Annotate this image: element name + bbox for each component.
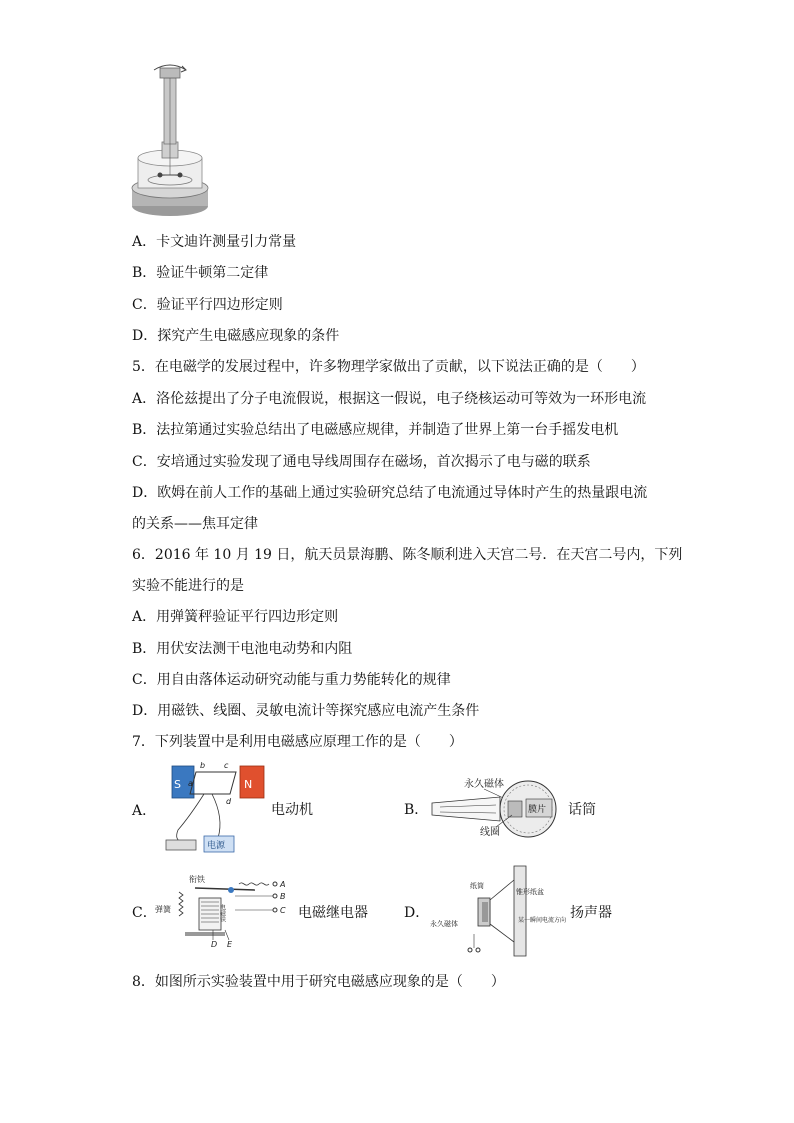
- q4-option-d: D．探究产生电磁感应现象的条件: [132, 328, 340, 344]
- q7-c-terminal-d: D: [211, 940, 218, 949]
- q7-a-n-label: N: [244, 778, 253, 791]
- q7-c-terminal-e: E: [227, 940, 233, 949]
- q7-a-label-c: c: [224, 761, 229, 770]
- q7-stem: 7．下列装置中是利用电磁感应原理工作的是（ ）: [132, 734, 463, 750]
- q7-b-magnet-label: 永久磁体: [464, 779, 504, 790]
- q8-stem: 8．如图所示实验装置中用于研究电磁感应现象的是（ ）: [132, 974, 505, 990]
- q7-b-coil-label: 线圈: [480, 827, 500, 838]
- q7-c-terminal-a: A: [280, 880, 286, 889]
- q6-stem-line2: 实验不能进行的是: [132, 578, 244, 594]
- q7-c-spring-label: 弹簧: [155, 905, 171, 914]
- q7-a-power-label: 电源: [207, 841, 226, 851]
- q4-option-c: C．验证平行四边形定则: [132, 297, 283, 313]
- q6-option-a: A．用弹簧秤验证平行四边形定则: [132, 609, 339, 625]
- q7-a-s-label: S: [174, 778, 181, 791]
- q7-d-paper-label: 纸筒: [470, 882, 484, 890]
- q4-option-a: A．卡文迪许测量引力常量: [132, 234, 297, 250]
- q6-option-b: B．用伏安法测干电池电动势和内阻: [132, 641, 353, 657]
- q6-option-d: D．用磁铁、线圈、灵敏电流计等探究感应电流产生条件: [132, 703, 480, 719]
- q7-d-name: 扬声器: [570, 905, 612, 921]
- q7-c-relay-figure: [155, 868, 295, 948]
- q5-stem: 5．在电磁学的发展过程中，许多物理学家做出了贡献，以下说法正确的是（ ）: [132, 359, 645, 375]
- q7-d-current-label: 某一瞬间电流方向: [518, 917, 567, 924]
- q7-c-letter: C．: [132, 905, 157, 921]
- q7-c-armature-label: 衔铁: [189, 875, 205, 884]
- q7-a-letter: A．: [132, 803, 157, 819]
- q7-b-microphone-figure: [430, 775, 565, 840]
- q5-option-c: C．安培通过实验发现了通电导线周围存在磁场，首次揭示了电与磁的联系: [132, 454, 591, 470]
- q7-d-speaker-figure: [430, 862, 567, 960]
- q7-d-cone-label: 锥形纸盆: [516, 888, 544, 896]
- q7-d-magnet-label: 永久磁体: [430, 920, 458, 928]
- q5-option-b: B．法拉第通过实验总结出了电磁感应规律，并制造了世界上第一台手摇发电机: [132, 422, 619, 438]
- q7-a-label-a: a: [188, 779, 193, 788]
- q7-c-name: 电磁继电器: [298, 905, 368, 921]
- q7-b-film-label: 膜片: [528, 805, 547, 815]
- torsion-balance-figure: [130, 60, 212, 220]
- q7-c-terminal-b: B: [280, 892, 286, 901]
- q7-d-letter: D．: [404, 905, 430, 921]
- q5-option-d-cont: 的关系——焦耳定律: [132, 516, 258, 532]
- q7-b-letter: B．: [404, 802, 429, 818]
- q4-option-b: B．验证牛顿第二定律: [132, 265, 269, 281]
- q6-option-c: C．用自由落体运动研究动能与重力势能转化的规律: [132, 672, 451, 688]
- q5-option-a: A．洛伦兹提出了分子电流假说，根据这一假说，电子绕核运动可等效为一环形电流: [132, 391, 647, 407]
- q7-a-label-b: b: [200, 761, 206, 770]
- q7-a-label-d: d: [226, 797, 232, 806]
- q7-a-name: 电动机: [271, 802, 313, 818]
- q7-a-motor-figure: [160, 758, 270, 858]
- q7-b-name: 话筒: [568, 802, 596, 818]
- q7-c-terminal-c: C: [280, 906, 286, 915]
- q6-stem-line1: 6．2016 年 10 月 19 日，航天员景海鹏、陈冬顺利进入天宫二号．在天宫二号内，下列: [132, 547, 683, 563]
- q7-c-em-label: 电磁铁: [218, 904, 226, 922]
- q5-option-d: D．欧姆在前人工作的基础上通过实验研究总结了电流通过导体时产生的热量跟电流: [132, 485, 648, 501]
